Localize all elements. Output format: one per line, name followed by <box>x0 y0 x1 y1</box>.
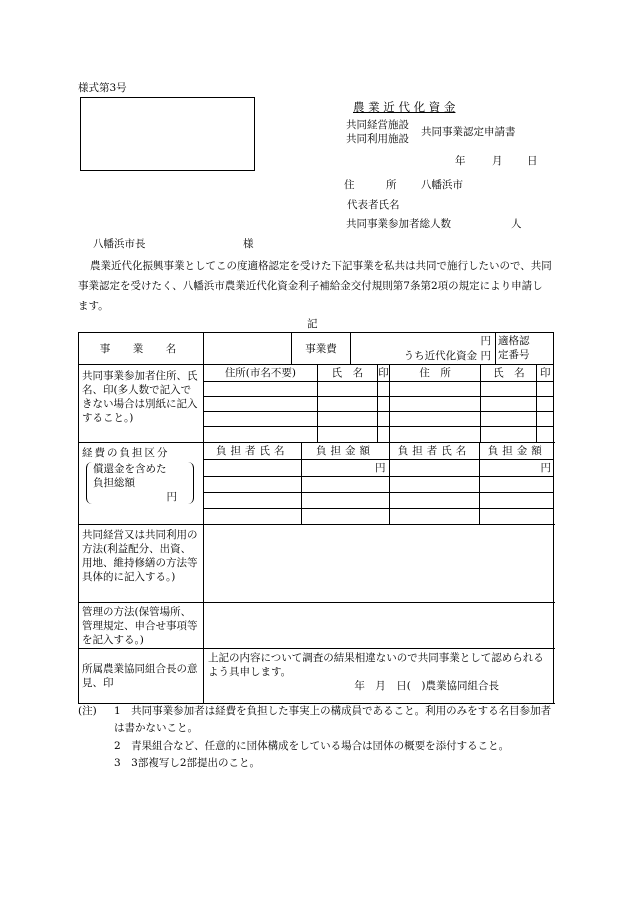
payer-amount-cell[interactable] <box>479 508 554 524</box>
coop-opinion-text: 上記の内容について調査の結果相違ないので共同事業として認められるよう具申します。 <box>208 652 544 678</box>
document-name: 共同事業認定申請書 <box>421 126 516 138</box>
date-month: 月 <box>492 155 503 167</box>
project-name-label: 事 業 名 <box>79 333 204 365</box>
participant-cell[interactable] <box>390 427 481 442</box>
cost-share-label-cell <box>79 442 204 525</box>
participant-cell[interactable] <box>378 382 390 397</box>
participant-cell[interactable] <box>481 412 537 427</box>
participants-grid <box>204 365 553 442</box>
payer-cell[interactable] <box>204 508 301 524</box>
body-text: 農業近代化振興事業としてこの度適格認定を受けた下記事業を私共は共同で施行したいので、共同事業認定を受けたく、八幡浜市農業近代化資金利子補給金交付規則第7条第2項の規定により申請します。 <box>78 260 552 312</box>
payer-cell[interactable] <box>389 492 479 508</box>
payer-cell[interactable] <box>204 492 301 508</box>
coop-opinion-cell[interactable] <box>204 649 554 704</box>
management-cell[interactable] <box>204 603 554 649</box>
payer-cell[interactable] <box>204 476 301 492</box>
payer-amount-cell[interactable] <box>301 492 389 508</box>
row-project-name <box>79 333 554 365</box>
note-1: 1 共同事業参加者は経費を負担した事実上の構成員であること。利用のみをする名目参加者は書かないこと。 <box>114 705 552 734</box>
application-table <box>78 332 554 704</box>
cost-yen: 円 <box>480 335 492 347</box>
note-3: 3 3部複写し2部提出のこと。 <box>114 757 261 769</box>
participant-cell[interactable] <box>317 382 377 397</box>
address-value: 八幡浜市 <box>421 179 463 191</box>
payer-amount-cell[interactable] <box>301 476 389 492</box>
project-name-cell[interactable] <box>204 333 292 365</box>
participant-cell[interactable] <box>537 382 553 397</box>
participant-cell[interactable] <box>390 412 481 427</box>
participant-cell[interactable] <box>481 382 537 397</box>
payer-cell[interactable] <box>204 459 301 476</box>
row-cost-share <box>79 442 554 525</box>
eligibility-label-line2: 定番号 <box>498 349 530 361</box>
row-method <box>79 525 554 603</box>
amount-yen: 円 <box>375 461 386 474</box>
participants-label: 共同事業参加者総人数 <box>346 218 451 230</box>
coop-opinion-label: 所属農業協同組合長の意見、印 <box>79 649 204 704</box>
project-cost-cell[interactable] <box>351 333 496 365</box>
cost-share-sub-1: 償還金を含めた <box>93 462 167 475</box>
form-number: 様式第3号 <box>78 82 127 94</box>
stamp-box <box>80 97 255 171</box>
modernization-fund-label: うち近代化資金 <box>403 350 478 362</box>
name-head: 氏 名 <box>317 365 377 382</box>
payer-amount-cell[interactable] <box>301 459 389 476</box>
payer-cell[interactable] <box>389 459 479 476</box>
participant-cell[interactable] <box>378 412 390 427</box>
management-label: 管理の方法(保管場所、管理規定、申合せ事項等を記入する。) <box>79 603 204 649</box>
participant-cell[interactable] <box>537 427 553 442</box>
row-management <box>79 603 554 649</box>
note-2: 2 青果組合など、任意的に団体構成をしている場合は団体の概要を添付すること。 <box>114 740 510 752</box>
payer-cell[interactable] <box>389 476 479 492</box>
payer-amount-cell[interactable] <box>301 508 389 524</box>
payer-cell[interactable] <box>389 508 479 524</box>
participant-cell[interactable] <box>537 397 553 412</box>
payer-amount-cell[interactable] <box>479 492 554 508</box>
modernization-fund-yen: 円 <box>480 350 492 362</box>
addr-head: 住所(市名不要) <box>204 365 317 382</box>
participant-cell[interactable] <box>204 382 317 397</box>
participant-cell[interactable] <box>204 397 317 412</box>
participant-cell[interactable] <box>204 412 317 427</box>
seal-head: 印 <box>378 365 390 382</box>
amount-yen-2: 円 <box>540 461 551 474</box>
participants-unit: 人 <box>511 218 522 230</box>
row-participants <box>79 365 554 443</box>
address-label: 住 所 <box>344 179 397 191</box>
seal-head-2: 印 <box>537 365 553 382</box>
method-cell[interactable] <box>204 525 554 603</box>
participant-cell[interactable] <box>317 397 377 412</box>
row-coop-opinion <box>79 649 554 704</box>
payer-name-head-2: 負担者氏名 <box>389 443 479 460</box>
participant-cell[interactable] <box>390 382 481 397</box>
participants-grid-cell <box>204 365 554 443</box>
payer-amount-cell[interactable] <box>479 476 554 492</box>
payer-amount-head-2: 負担金額 <box>479 443 554 460</box>
facility-type-2: 共同利用施設 <box>346 133 409 145</box>
participant-cell[interactable] <box>378 397 390 412</box>
payer-amount-cell[interactable] <box>479 459 554 476</box>
cost-share-sub-yen: 円 <box>166 490 177 503</box>
payer-amount-head: 負担金額 <box>301 443 389 460</box>
facility-type-1: 共同経営施設 <box>346 119 409 131</box>
cost-share-grid <box>204 443 554 525</box>
date-year: 年 <box>455 155 466 167</box>
cost-share-grid-cell <box>204 442 554 525</box>
addressee: 八幡浜市長 <box>93 238 146 250</box>
addr-head-2: 住 所 <box>390 365 481 382</box>
representative-label: 代表者氏名 <box>347 199 400 211</box>
ki-label: 記 <box>307 318 318 330</box>
eligibility-label-line1: 適格認 <box>498 335 530 347</box>
cost-share-label: 経費の負担区分 <box>82 446 170 459</box>
addressee-honorific: 様 <box>243 238 254 250</box>
participant-cell[interactable] <box>537 412 553 427</box>
coop-opinion-date: 年 月 日( )農業協同組合長 <box>354 680 500 692</box>
participant-cell[interactable] <box>481 397 537 412</box>
participant-cell[interactable] <box>204 427 317 442</box>
method-label: 共同経営又は共同利用の方法(利益配分、出資、用地、維持修繕の方法等具体的に記入する。) <box>79 525 204 603</box>
eligibility-number-label <box>496 333 554 365</box>
participant-cell[interactable] <box>317 412 377 427</box>
cost-share-sub-2: 負担総額 <box>93 476 135 489</box>
participant-cell[interactable] <box>378 427 390 442</box>
participants-section-label: 共同事業参加者住所、氏名、印(多人数で記入できない場合は別紙に記入すること。) <box>79 365 204 443</box>
payer-name-head: 負担者氏名 <box>204 443 301 460</box>
participant-cell[interactable] <box>317 427 377 442</box>
date-day: 日 <box>527 155 538 167</box>
document-title: 農 業 近 代 化 資 金 <box>353 100 456 114</box>
participant-cell[interactable] <box>390 397 481 412</box>
project-cost-label: 事業費 <box>292 333 351 365</box>
name-head-2: 氏 名 <box>481 365 537 382</box>
participant-cell[interactable] <box>481 427 537 442</box>
notes-label: (注) <box>78 705 97 717</box>
